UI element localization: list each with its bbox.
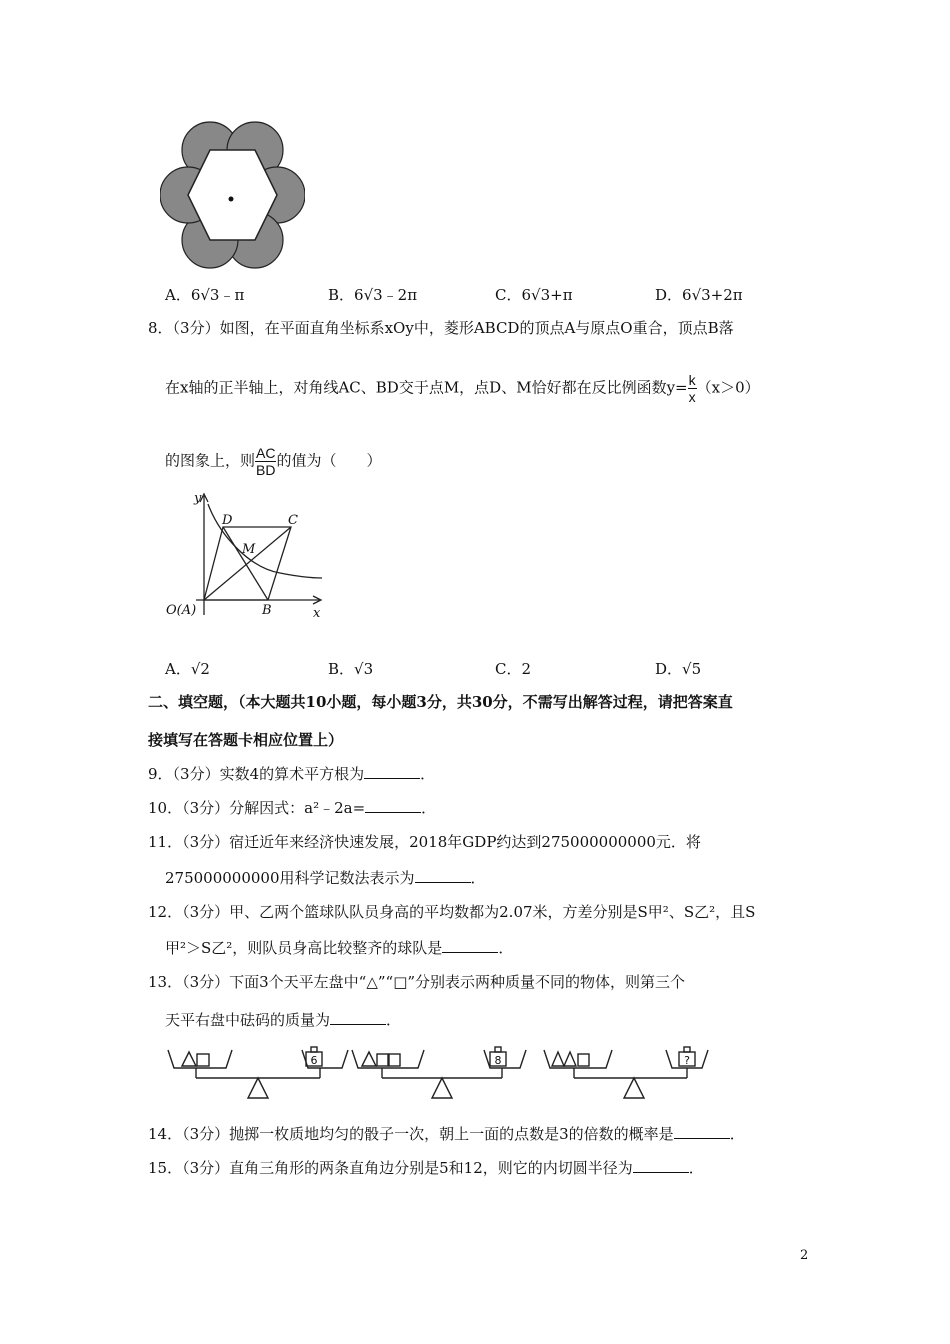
balance-scale-1: [168, 1047, 348, 1098]
q7-option-d[interactable]: D．6√3+2π: [655, 286, 743, 304]
q12-line2-text: 甲²＞S乙²，则队员身高比较整齐的球队是: [165, 939, 443, 957]
q12-line2: [165, 938, 513, 958]
q11-end: ．: [470, 869, 486, 887]
rhombus-coordinate-figure: [160, 490, 335, 625]
q14-answer-blank[interactable]: [674, 1124, 730, 1139]
q9: [148, 764, 435, 784]
section2-heading-line1: 二、填空题，（本大题共10小题，每小题3分，共30分，不需写出解答过程，请把答案直: [148, 693, 733, 711]
q11-line1: 11．（3分）宿迁近年来经济快速发展，2018年GDP约达到275000000000元．将: [148, 833, 701, 851]
q8-line2-text: 在x轴的正半轴上，对角线AC、BD交于点M，点D、M恰好都在反比例函数y=: [165, 378, 688, 397]
balance-scales-figure: [160, 1040, 730, 1110]
q8-label-c: C: [288, 513, 298, 528]
q10-end: ．: [421, 799, 437, 817]
q8-line3: [165, 445, 381, 478]
q13-answer-blank[interactable]: [330, 1010, 386, 1025]
q7-option-c[interactable]: C．6√3+π: [495, 286, 573, 304]
q11-line2: [165, 868, 486, 888]
q8-label-m: M: [242, 542, 256, 557]
scale2-weight-label: 8: [494, 1054, 502, 1067]
q8-label-x: x: [313, 606, 321, 621]
q8-line2-tail: （x＞0）: [696, 378, 760, 397]
scale3-weight-label: ?: [684, 1054, 690, 1067]
page-number: 2: [800, 1248, 809, 1263]
q12-line1: 12．（3分）甲、乙两个篮球队队员身高的平均数都为2.07米，方差分别是S甲²、S乙²，且S: [148, 903, 756, 921]
q11-answer-blank[interactable]: [415, 868, 471, 883]
q8-ratio-fraction: [255, 445, 276, 478]
q8-option-d[interactable]: D．√5: [655, 660, 702, 678]
q15-end: ．: [688, 1159, 704, 1177]
q8-option-c[interactable]: C．2: [495, 660, 532, 678]
q8-frac-num: k: [688, 372, 696, 388]
q11-line2-text: 275000000000用科学记数法表示为: [165, 869, 415, 887]
q15-answer-blank[interactable]: [633, 1158, 689, 1173]
q8-line3-tail: 的值为（ ）: [276, 451, 382, 470]
q9-answer-blank[interactable]: [364, 764, 420, 779]
q8-line3-text: 的图象上，则: [165, 451, 256, 470]
q7-option-a[interactable]: A．6√3﹣π: [165, 286, 245, 304]
q10-answer-blank[interactable]: [365, 798, 421, 813]
q8-line1: 8．（3分）如图，在平面直角坐标系xOy中，菱形ABCD的顶点A与原点O重合，顶点B落: [148, 319, 734, 337]
q13-line2: [165, 1010, 401, 1030]
q8-ratio-num: AC: [256, 445, 276, 461]
q13-line1: 13．（3分）下面3个天平左盘中“△”“□”分别表示两种质量不同的物体，则第三个: [148, 973, 686, 991]
q8-frac-den: x: [688, 389, 696, 405]
q8-ratio-den: BD: [256, 462, 276, 478]
q10-text: 10．（3分）分解因式：a²﹣2a=: [148, 799, 366, 817]
hexagon-flower-figure: [160, 118, 305, 273]
q8-label-b: B: [262, 603, 272, 618]
q12-answer-blank[interactable]: [442, 938, 498, 953]
q8-label-d: D: [222, 513, 233, 528]
q13-line2-text: 天平右盘中砝码的质量为: [165, 1011, 331, 1029]
q8-option-a[interactable]: A．√2: [165, 660, 210, 678]
q8-function-fraction: [688, 372, 697, 405]
q15: [148, 1158, 704, 1178]
q8-line2: [165, 372, 760, 405]
q9-text: 9．（3分）实数4的算术平方根为: [148, 765, 365, 783]
q9-end: ．: [420, 765, 436, 783]
q7-option-b[interactable]: B．6√3﹣2π: [328, 286, 418, 304]
q14-end: ．: [729, 1125, 745, 1143]
q12-end: ．: [498, 939, 514, 957]
scale1-weight-label: 6: [310, 1054, 318, 1067]
q14: [148, 1124, 745, 1144]
section2-heading-line2: 接填写在答题卡相应位置上）: [148, 731, 344, 749]
q8-option-b[interactable]: B．√3: [328, 660, 374, 678]
q14-text: 14．（3分）抛掷一枚质地均匀的骰子一次，朝上一面的点数是3的倍数的概率是: [148, 1125, 674, 1143]
q8-label-o: O(A): [166, 603, 197, 618]
q10: [148, 798, 436, 818]
q15-text: 15．（3分）直角三角形的两条直角边分别是5和12，则它的内切圆半径为: [148, 1159, 633, 1177]
q13-end: ．: [386, 1011, 402, 1029]
q8-label-y: y: [194, 491, 202, 506]
